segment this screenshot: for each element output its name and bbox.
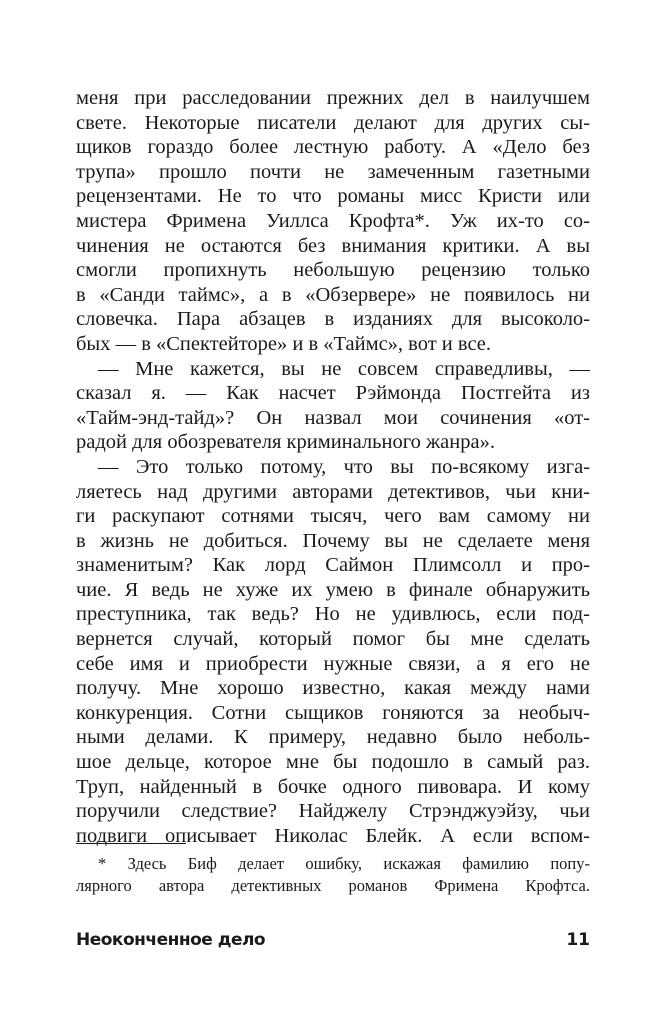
paragraph-3 <box>76 455 590 849</box>
text-line: ги раскупают сотнями тысяч, чего вам самому ни <box>76 505 590 528</box>
footnote <box>76 853 590 897</box>
text-line: преступника, так ведь? Но не удивлюсь, если под- <box>76 603 590 626</box>
text-line: в жизнь не добиться. Почему вы не сделаете меня <box>76 529 590 552</box>
text-line: вернется случай, который помог бы мне сделать <box>76 628 590 651</box>
text-line: конкуренция. Сотни сыщиков гоняются за необыч- <box>76 701 590 724</box>
text-line: словечка. Пара абзацев в изданиях для высоколо- <box>76 308 590 331</box>
text-line: сказал я. — Как насчет Рэймонда Постгейта из <box>76 382 590 405</box>
text-line: трупа» прошло почти не замеченным газетными <box>76 160 590 183</box>
text-line: чинения не остаются без внимания критики. А вы <box>76 234 590 257</box>
text-line: свете. Некоторые писатели делают для других сы- <box>76 111 590 134</box>
footnote-line: * Здесь Биф делает ошибку, искажая фамилию попу- <box>98 854 590 873</box>
running-title: Неоконченное дело <box>76 930 266 950</box>
text-line: меня при расследовании прежних дел в наилучшем <box>76 87 590 109</box>
text-line: ными делами. К примеру, недавно было неболь- <box>76 726 590 749</box>
text-line: Труп, найденный в бочке одного пивовара. И кому <box>76 775 590 798</box>
paragraph-1 <box>76 86 590 357</box>
text-line: себе имя и приобрести нужные связи, а я его не <box>76 652 590 675</box>
text-line: подвиги описывает Николас Блейк. А если вспом- <box>76 824 590 847</box>
body-text <box>76 86 590 848</box>
text-line: смогли пропихнуть небольшую рецензию только <box>76 259 590 282</box>
text-line: чие. Я ведь не хуже их умею в финале обнаружить <box>76 578 590 601</box>
text-line: знаменитым? Как лорд Саймон Плимсолл и про- <box>76 554 590 577</box>
text-line: получу. Мне хорошо известно, какая между нами <box>76 677 590 700</box>
text-line: рецензентами. Не то что романы мисс Кристи или <box>76 185 590 208</box>
text-line: мистера Фримена Уиллса Крофта*. Уж их-то со- <box>76 209 590 232</box>
text-line: шое дельце, которое мне бы подошло в самый раз. <box>76 751 590 774</box>
footnote-divider <box>76 843 186 844</box>
text-line: в «Санди таймс», а в «Обзервере» не появилось ни <box>76 283 590 306</box>
page-number: 11 <box>566 930 590 950</box>
paragraph-2 <box>76 357 590 455</box>
text-line: «Тайм-энд-тайд»? Он назвал мои сочинения «от- <box>76 406 590 429</box>
footnote-line: лярного автора детективных романов Фримена Крофтса. <box>76 876 590 895</box>
text-line: ляетесь над другими авторами детективов, чьи кни- <box>76 480 590 503</box>
text-line: — Мне кажется, вы не совсем справедливы, — <box>98 357 590 380</box>
text-line: поручили следствие? Найджелу Стрэнджуэйзу, чьи <box>76 800 590 823</box>
text-line: бых — в «Спектейторе» и в «Таймс», вот и все. <box>76 332 492 355</box>
page-footer <box>76 930 590 956</box>
text-line: щиков гораздо более лестную работу. А «Дело без <box>76 136 590 159</box>
text-line: — Это только потому, что вы по-всякому изга- <box>98 455 590 478</box>
text-line: радой для обозревателя криминального жанра». <box>76 431 495 454</box>
